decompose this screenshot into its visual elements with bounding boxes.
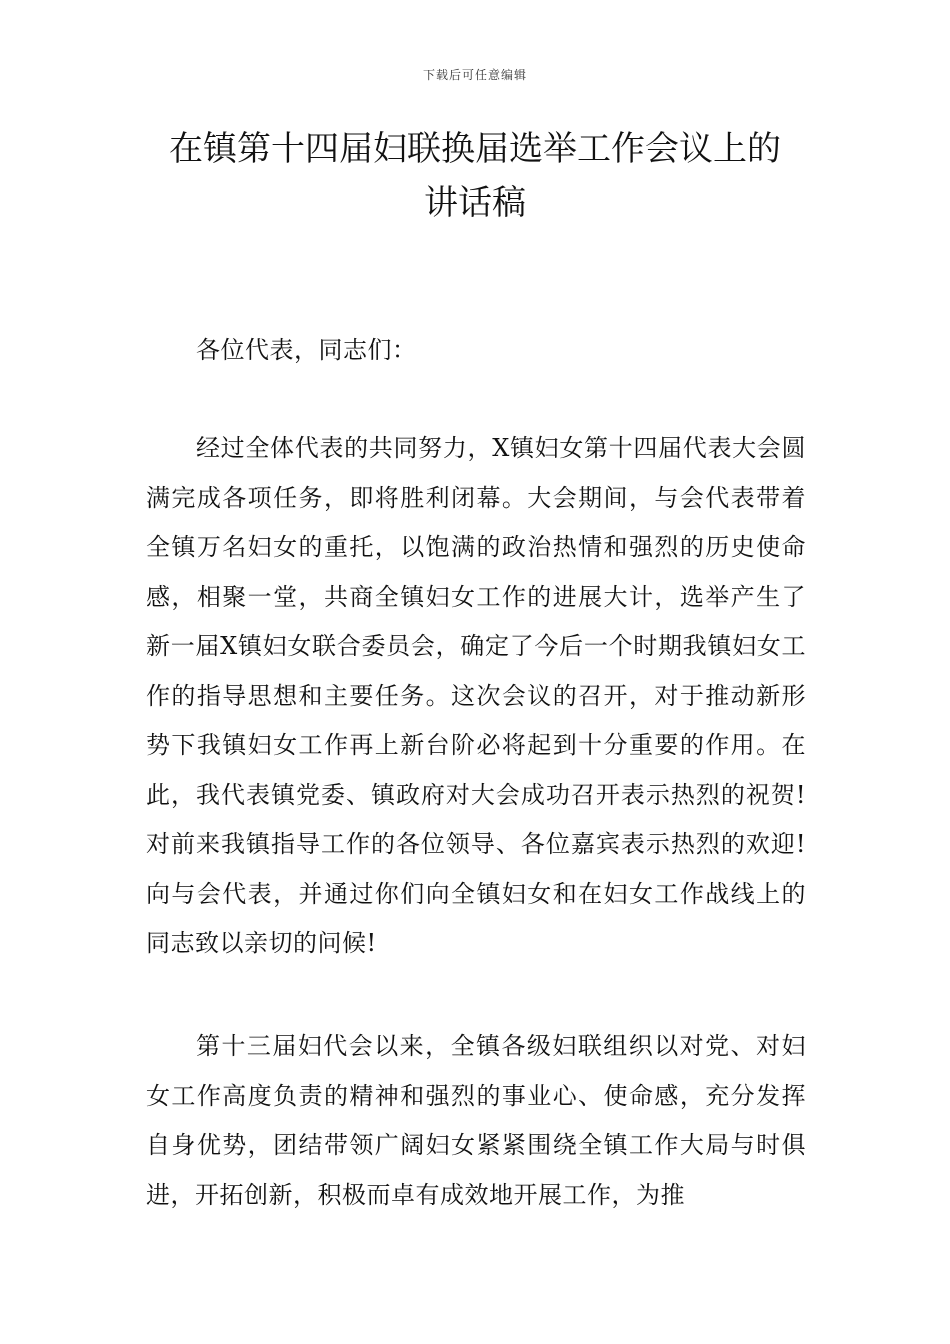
- paragraph-2: 第十三届妇代会以来，全镇各级妇联组织以对党、对妇女工作高度负责的精神和强烈的事业心、使命感，充分发挥自身优势，团结带领广阔妇女紧紧围绕全镇工作大局与时俱进，开拓创新，积极而卓有成效地开展工作，为推: [146, 1032, 806, 1209]
- title-line-2: 讲话稿: [424, 183, 526, 223]
- title-line-1: 在镇第十四届妇联换届选举工作会议上的: [169, 129, 781, 169]
- document-title: [120, 122, 830, 230]
- salutation: 各位代表，同志们：: [196, 336, 417, 364]
- paragraph-1: 经过全体代表的共同努力，X镇妇女第十四届代表大会圆满完成各项任务，即将胜利闭幕。大会期间，与会代表带着全镇万名妇女的重托，以饱满的政治热情和强烈的历史使命感，相聚一堂，共商全镇妇女工作的进展大计，选举产生了新一届X镇妇女联合委员会，确定了今后一个时期我镇妇女工作的指导思想和主要任务。这次会议的召开，对于推动新形势下我镇妇女工作再上新台阶必将起到十分重要的作用。在此，我代表镇党委、镇政府对大会成功召开表示热烈的祝贺!对前来我镇指导工作的各位领导、各位嘉宾表示热烈的欢迎!向与会代表，并通过你们向全镇妇女和在妇女工作战线上的同志致以亲切的问候!: [146, 434, 806, 957]
- header-note: 下载后可任意编辑: [422, 68, 527, 82]
